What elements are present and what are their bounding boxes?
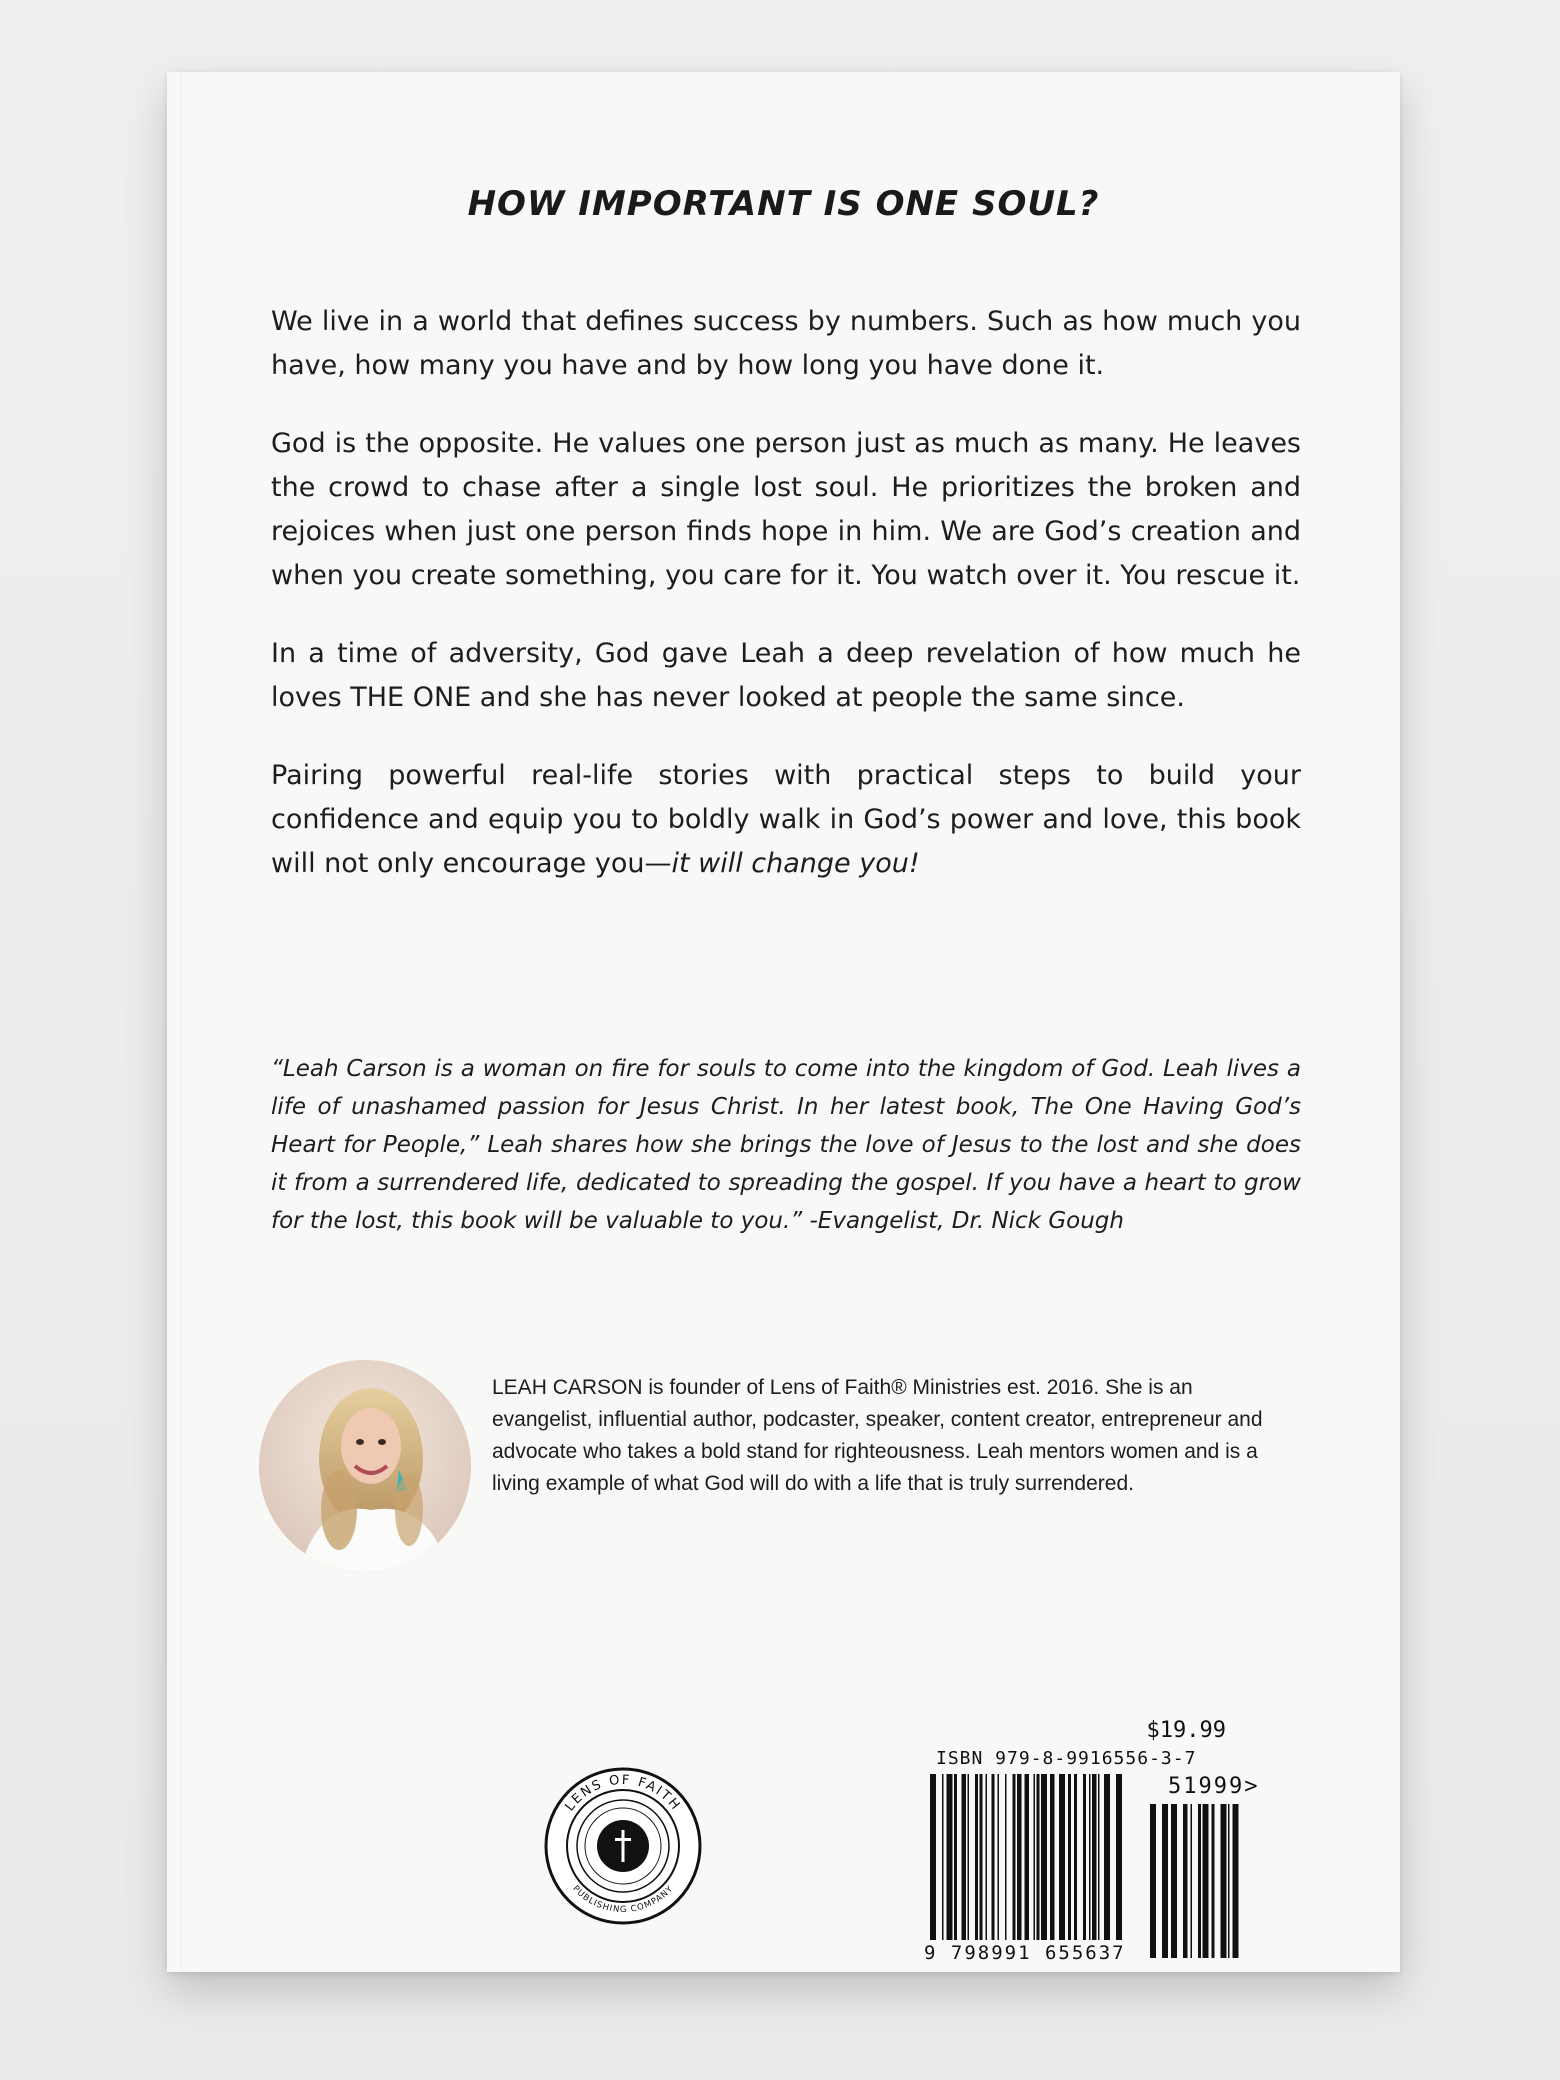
headline: HOW IMPORTANT IS ONE SOUL? bbox=[467, 184, 1100, 224]
barcode-bar bbox=[1089, 1774, 1091, 1940]
barcode-bar bbox=[1221, 1804, 1227, 1958]
author-bio bbox=[492, 1372, 1282, 1500]
publisher-top-text: LENS OF FAITH bbox=[562, 1772, 684, 1815]
closing-text: Pairing powerful real-life stories with practical steps to build your confidence and equip you to boldly walk in God’s power and love, this book will not only encourage you— bbox=[271, 760, 1301, 879]
barcode-bar bbox=[1104, 1774, 1110, 1940]
barcode-bar bbox=[1212, 1804, 1215, 1958]
barcode-bar bbox=[1013, 1774, 1016, 1940]
barcode-bar bbox=[1005, 1774, 1007, 1940]
barcode-bar bbox=[1233, 1804, 1239, 1958]
description-paragraph-2: God is the opposite. He values one person just as much as many. He leaves the crowd to chase after a single lost soul. He prioritizes the broken and rejoices when just one person finds hope in him. We are God’s creation and when you create something, you care for it. You watch over it. You rescue it. bbox=[271, 428, 1301, 591]
barcode-bar bbox=[1116, 1774, 1122, 1940]
author-bio-text: is founder of Lens of Faith® Ministries est. 2016. She is an evangelist, influential author, podcaster, speaker, content creator, entrepreneur and advocate who takes a bold stand for righteousness. Leah mentors women and is a living example of what God will do with a life that is truly surrendered. bbox=[492, 1376, 1263, 1495]
spine-crease bbox=[181, 72, 183, 1972]
barcode-bar bbox=[980, 1774, 983, 1940]
closing-emphasis: it will change you! bbox=[671, 848, 920, 879]
barcode-bar bbox=[1228, 1804, 1230, 1958]
barcode-bar bbox=[1171, 1804, 1177, 1958]
barcode-bar bbox=[954, 1774, 957, 1940]
barcode-bar bbox=[1162, 1804, 1168, 1958]
barcode-bar bbox=[1092, 1774, 1097, 1940]
barcode-bar bbox=[1034, 1774, 1036, 1940]
isbn-label: ISBN 979-8-9916556-3-7 bbox=[936, 1748, 1197, 1769]
barcode-bar bbox=[1198, 1804, 1201, 1958]
barcode-bar bbox=[1183, 1804, 1188, 1958]
barcode-bar bbox=[975, 1774, 978, 1940]
barcode-bar bbox=[962, 1774, 967, 1940]
barcode-bar bbox=[1074, 1774, 1077, 1940]
description-paragraph-3: In a time of adversity, God gave Leah a deep revelation of how much he loves THE ONE and she has never looked at people the same since. bbox=[271, 638, 1301, 713]
barcode-bar bbox=[992, 1774, 995, 1940]
addon-code: 51999> bbox=[1168, 1774, 1260, 1799]
barcode-bar bbox=[1041, 1774, 1047, 1940]
barcode-bar bbox=[1037, 1774, 1040, 1940]
barcode-bar bbox=[1050, 1774, 1055, 1940]
barcode-bar bbox=[947, 1774, 953, 1940]
barcode-bar bbox=[968, 1774, 970, 1940]
barcode-bar bbox=[1098, 1774, 1100, 1940]
description-paragraph-1: We live in a world that defines success by numbers. Such as how much you have, how many you have and by how long you have done it. bbox=[271, 306, 1301, 381]
barcode-bar bbox=[1059, 1774, 1065, 1940]
ean-digits: 9 798991 655637 bbox=[924, 1942, 1126, 1964]
publisher-logo bbox=[543, 1766, 703, 1926]
description-paragraph-4 bbox=[271, 754, 1301, 886]
cross-icon bbox=[622, 1830, 625, 1862]
barcode-icon bbox=[924, 1718, 1324, 1968]
barcode-bar bbox=[998, 1774, 1000, 1940]
description bbox=[271, 300, 1301, 920]
barcode-bar bbox=[1083, 1774, 1086, 1940]
barcode-block bbox=[924, 1718, 1324, 1968]
barcode-bar bbox=[986, 1774, 988, 1940]
endorsement-quote: “Leah Carson is a woman on fire for souls to come into the kingdom of God. Leah lives a life of unashamed passion for Jesus Christ. In her latest book, The One Having God’s Heart for People,” Leah shares how she brings the love of Jesus to the lost and she does it from a surrendered life, dedicated to spreading the gospel. If you have a heart to grow for the lost, this book will be valuable to you.” -Evangelist, Dr. Nick Gough bbox=[271, 1056, 1301, 1234]
barcode-bar bbox=[1017, 1774, 1022, 1940]
barcode-bar bbox=[942, 1774, 944, 1940]
barcode-bar bbox=[1191, 1804, 1193, 1958]
barcode-bar bbox=[1203, 1804, 1209, 1958]
barcode-bar bbox=[1025, 1774, 1030, 1940]
barcode-bar bbox=[930, 1774, 936, 1940]
price-label: $19.99 bbox=[1146, 1718, 1226, 1743]
book-back-cover bbox=[167, 72, 1400, 1972]
publisher-bottom-text: PUBLISHING COMPANY bbox=[570, 1883, 676, 1916]
barcode-bar bbox=[1068, 1774, 1071, 1940]
barcode-bar bbox=[1150, 1804, 1156, 1958]
author-photo bbox=[259, 1360, 471, 1572]
author-name: LEAH CARSON bbox=[492, 1376, 643, 1399]
